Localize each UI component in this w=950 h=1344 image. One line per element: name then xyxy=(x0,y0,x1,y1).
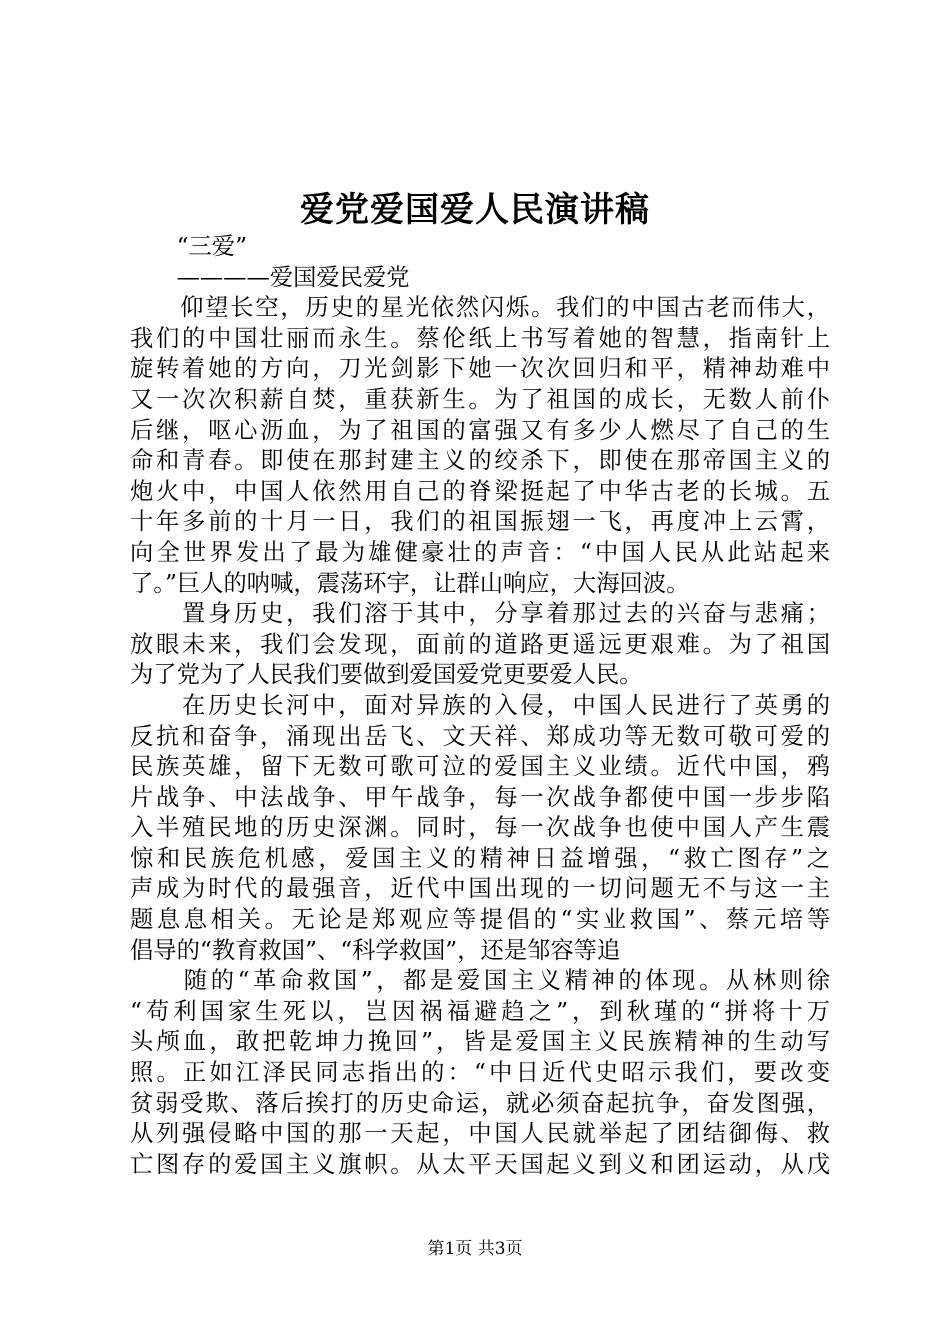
body-line: 置身历史，我们溶于其中，分享着那过去的兴奋与悲痛； xyxy=(130,600,830,628)
body-line: 十年多前的十月一日，我们的祖国振翅一飞，再度冲上云霄， xyxy=(130,508,830,536)
body-line: 命和青春。即使在那封建主义的绞杀下，即使在那帝国主义的 xyxy=(130,447,830,475)
page-title: 爱党爱国爱人民演讲稿 xyxy=(300,190,650,230)
body-line: “三爱” xyxy=(130,233,248,260)
body-line: 放眼未来，我们会发现，面前的道路更遥远更艰难。为了祖国 xyxy=(130,630,830,658)
body-line: 片战争、中法战争、甲午战争，每一次战争都使中国一步步陷 xyxy=(130,783,830,811)
body-line: “苟利国家生死以，岂因祸福避趋之”，到秋瑾的“拼将十万 xyxy=(130,997,830,1025)
body-line: 亡图存的爱国主义旗帜。从太平天国起义到义和团运动，从戊 xyxy=(130,1150,830,1178)
body-line: 反抗和奋争，涌现出岳飞、文天祥、郑成功等无数可敬可爱的 xyxy=(130,722,830,750)
body-line: 仰望长空，历史的星光依然闪烁。我们的中国古老而伟大， xyxy=(130,294,830,322)
body-line: 照。正如江泽民同志指出的：“中日近代史昭示我们，要改变 xyxy=(130,1059,830,1087)
body-line: 民族英雄，留下无数可歌可泣的爱国主义业绩。近代中国，鸦 xyxy=(130,753,830,781)
body-line: 了。”巨人的呐喊，震荡环宇，让群山响应，大海回波。 xyxy=(130,569,690,597)
body-line: ————爱国爱民爱党 xyxy=(130,263,410,291)
body-line: 炮火中，中国人依然用自己的脊梁挺起了中华古老的长城。五 xyxy=(130,477,830,505)
body-line: 入半殖民地的历史深渊。同时，每一次战争也使中国人产生震 xyxy=(130,814,830,842)
body-line: 后继，呕心沥血，为了祖国的富强又有多少人燃尽了自己的生 xyxy=(130,416,830,444)
body-line: 向全世界发出了最为雄健豪壮的声音：“中国人民从此站起来 xyxy=(130,538,830,566)
body-line: 头颅血，敢把乾坤力挽回”，皆是爱国主义民族精神的生动写 xyxy=(130,1028,830,1056)
body-line: 贫弱受欺、落后挨打的历史命运，就必须奋起抗争，奋发图强， xyxy=(130,1089,830,1117)
body-line: 我们的中国壮丽而永生。蔡伦纸上书写着她的智慧，指南针上 xyxy=(130,324,830,352)
body-line: 惊和民族危机感，爱国主义的精神日益增强，“救亡图存”之 xyxy=(130,844,830,872)
body-line: 倡导的“教育救国”、“科学救国”，还是邹容等追 xyxy=(130,936,621,964)
body-line: 旋转着她的方向，刀光剑影下她一次次回归和平，精神劫难中 xyxy=(130,355,830,383)
body-line: 声成为时代的最强音，近代中国出现的一切问题无不与这一主 xyxy=(130,875,830,903)
body-line: 从列强侵略中国的那一天起，中国人民就举起了团结御侮、救 xyxy=(130,1120,830,1148)
body-line: 题息息相关。无论是郑观应等提倡的“实业救国”、蔡元培等 xyxy=(130,906,830,934)
body-line: 又一次次积薪自焚，重获新生。为了祖国的成长，无数人前仆 xyxy=(130,385,830,413)
body-line: 为了党为了人民我们要做到爱国爱党更要爱人民。 xyxy=(130,661,643,689)
body-line: 随的“革命救国”，都是爱国主义精神的体现。从林则徐 xyxy=(130,967,830,995)
page-number-footer: 第1页 共3页 xyxy=(427,1239,523,1259)
body-line: 在历史长河中，面对异族的入侵，中国人民进行了英勇的 xyxy=(130,691,830,719)
document-body xyxy=(130,232,830,1180)
